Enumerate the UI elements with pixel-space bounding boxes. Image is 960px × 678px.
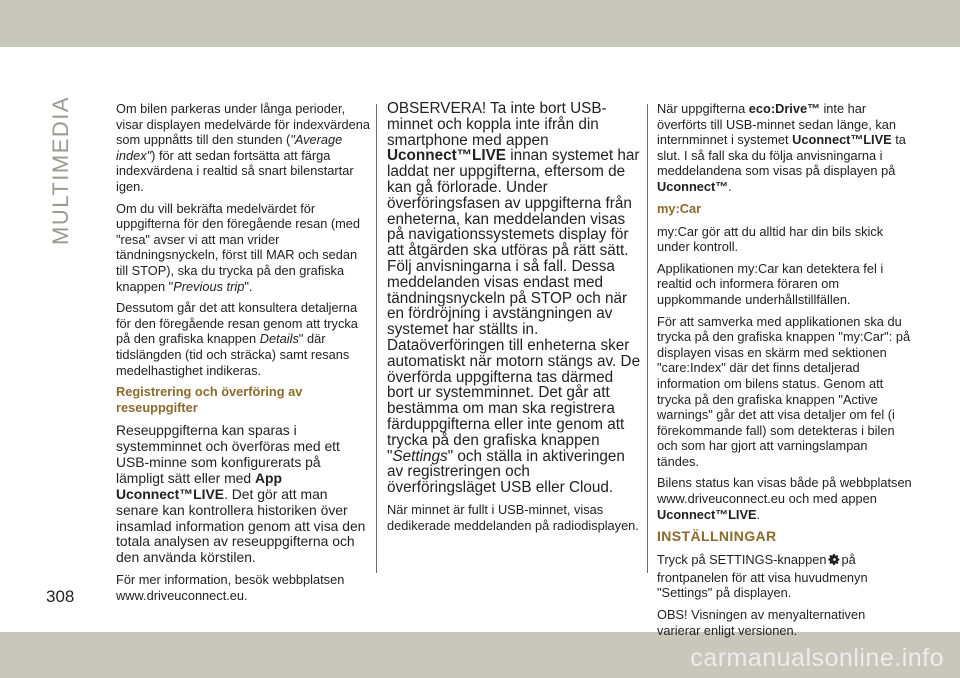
- paragraph: När minnet är fullt i USB-minnet, visas dedikerade meddelanden på radiodisplayen.: [387, 501, 639, 533]
- column-divider-2: [647, 104, 648, 573]
- paragraph: Om bilen parkeras under långa perioder, visar displayen medelvärde för indexvärdena som uppnåtts till den stunden ("Average index") för att sedan fortsätta att färga indexvärdena i realtid så snart bilenstartar igen.: [116, 101, 370, 194]
- paragraph: OBS! Visningen av menyalternativen varierar enligt versionen.: [657, 607, 866, 638]
- paragraph: Applikationen my:Car kan detektera fel i realtid och informera föraren om uppkommande underhållstillfällen.: [657, 260, 884, 307]
- paragraph: När uppgifterna eco:Drive™ inte har överförts till USB-minnet sedan länge, kan internminnet i systemet Uconnect™LIVE ta slut. I så fall ska du följa anvisningarna i meddelandena som visas på displayen på Uconnect™.: [657, 101, 906, 194]
- paragraph: Reseuppgifterna kan sparas i systemminnet och överföras med ett USB-minne som konfigurerats på lämpligt sätt eller med App Uconnect™LIVE. Det gör att man senare kan kontrollera historiken över insamlad information genom att visa den totala analysen av reseuppgifterna och den använda körstilen.: [116, 422, 366, 566]
- paragraph: Tryck på SETTINGS-knappen på frontpanelen för att visa huvudmenyn "Settings" på displayen.: [657, 552, 868, 601]
- paragraph: För mer information, besök webbplatsen www.driveuconnect.eu.: [116, 572, 345, 603]
- section-label: MULTIMEDIA: [48, 95, 73, 245]
- paragraph: För att samverka med applikationen ska du trycka på den grafiska knappen "my:Car": på displayen visas en skärm med sektionen "care:Index" där det finns detaljerad information om bilens status. Genom att trycka på den grafiska knappen "Active warnings" går det att visa detaljer om fel (i förekommande fall) som detekteras i bilen och som har gjort att varningslampan tändes.: [657, 313, 911, 469]
- column-3: [657, 101, 912, 644]
- watermark: carmanualsonline.info: [690, 644, 944, 672]
- settings-gear-icon: [828, 553, 841, 570]
- section-heading: Registrering och överföring av reseuppgifter: [116, 384, 303, 416]
- column-2: [387, 101, 642, 539]
- paragraph: Om du vill bekräfta medelvärdet för uppgifterna för den föregående resan (med "resa" avser vi att man vrider tändningsnyckeln, först till MAR och sedan till STOP), ska du trycka på den grafiska knappen "Previous trip".: [116, 200, 361, 294]
- column-divider-1: [376, 104, 377, 573]
- paragraph: Dataöverföringen till enheterna sker automatiskt när motorn stängs av. De överförda uppgifterna tas därmed bort ur systemminnet. Det går att bestämma om man ska registrera färduppgifterna eller inte genom att trycka på den grafiska knappen "Settings" och ställa in aktiveringen av registreringen och överföringsläget USB eller Cloud.: [387, 336, 641, 497]
- section-heading: INSTÄLLNINGAR: [657, 528, 777, 545]
- section-heading: my:Car: [657, 200, 702, 216]
- page-number: 308: [46, 587, 75, 606]
- paragraph: Dessutom går det att konsultera detaljerna för den föregående resan genom att trycka på den grafiska knappen Details" där tidslängden (tid och sträcka) samt resans medelhastighet indikeras.: [116, 300, 358, 378]
- paragraph: Bilens status kan visas både på webbplatsen www.driveuconnect.eu och med appen Uconnect™LIVE.: [657, 475, 912, 522]
- column-1: [116, 101, 371, 609]
- top-band: [0, 0, 960, 47]
- paragraph: OBSERVERA! Ta inte bort USB-minnet och koppla inte ifrån din smartphone med appen Uconnect™LIVE innan systemet har laddat ner uppgifterna, eftersom de kan gå förlorade. Under överföringsfasen av uppgifterna från enheterna, kan meddelanden visas på navigationssystemets display för att åtgärden ska utföras på rätt sätt. Följ anvisningarna i så fall. Dessa meddelanden visas endast med tändningsnyckeln på STOP och när en fördröjning i avstängningen av systemet har ställts in.: [387, 100, 640, 339]
- paragraph: my:Car gör att du alltid har din bils skick under kontroll.: [657, 223, 884, 255]
